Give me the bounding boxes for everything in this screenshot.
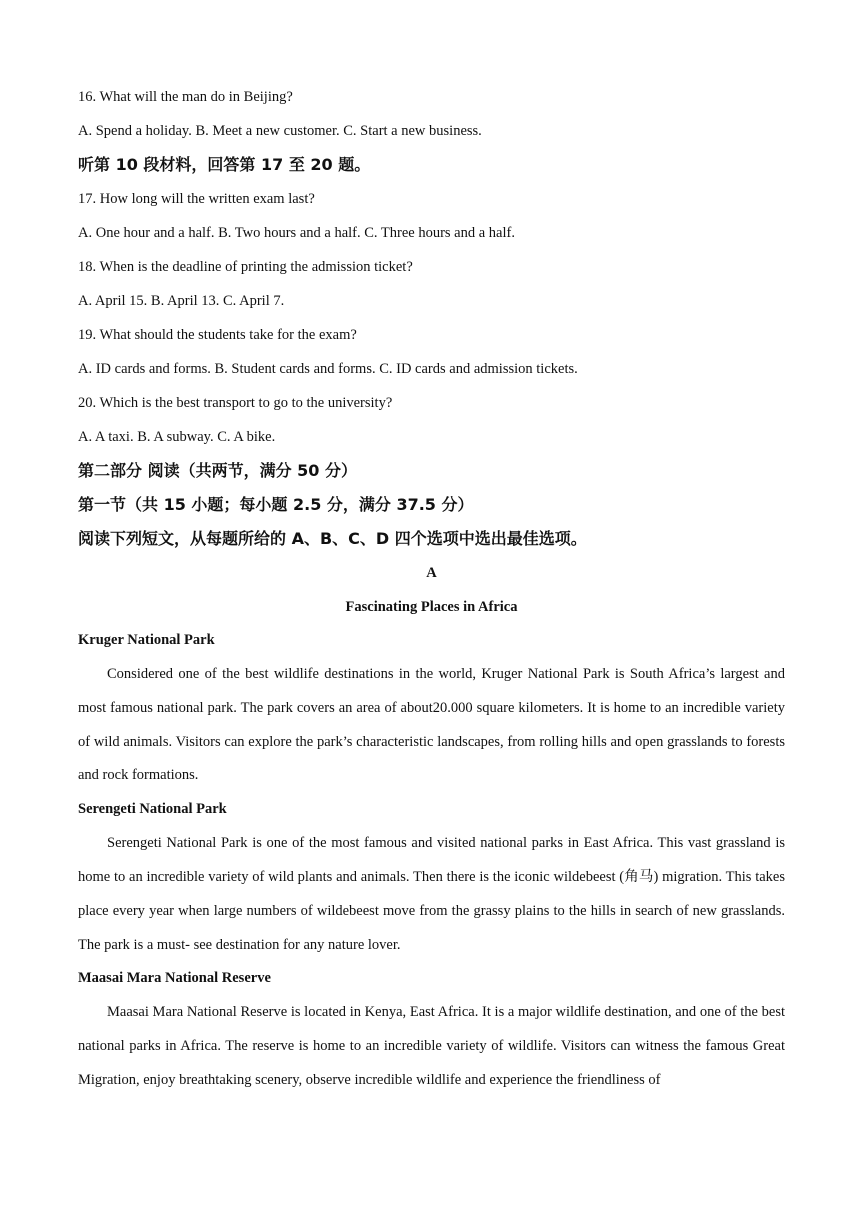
q18-options: A. April 15. B. April 13. C. April 7. [78, 293, 285, 309]
passage-title: Fascinating Places in Africa [345, 599, 518, 615]
q17-question: 17. How long will the written exam last? [78, 191, 315, 207]
q20-question: 20. Which is the best transport to go to the university? [78, 395, 393, 411]
reading-instruction: 阅读下列短文，从每题所给的 A、B、C、D 四个选项中选出最佳选项。 [78, 529, 587, 548]
section-heading-maasai-mara: Maasai Mara National Reserve [78, 970, 271, 987]
section10-instruction: 听第 10 段材料，回答第 17 至 20 题。 [78, 155, 371, 174]
document-page [78, 80, 785, 1098]
q17-options: A. One hour and a half. B. Two hours and a half. C. Three hours and a half. [78, 225, 515, 241]
section-heading-serengeti: Serengeti National Park [78, 801, 227, 818]
part2-title: 第二部分 阅读（共两节，满分 50 分） [78, 461, 357, 480]
q19-options: A. ID cards and forms. B. Student cards and forms. C. ID cards and admission tickets. [78, 361, 578, 377]
section-text-kruger: Considered one of the best wildlife destinations in the world, Kruger National Park is South Africa’s largest and most famous national park. The park covers an area of about20.000 square kilometers. It is home to an incredible variety of wild animals. Visitors can explore the park’s characteristic landscapes, from rolling hills and open grasslands to forests and rock formations. [78, 666, 785, 784]
q18-question: 18. When is the deadline of printing the admission ticket? [78, 259, 413, 275]
section-heading-kruger: Kruger National Park [78, 632, 215, 648]
q16-options: A. Spend a holiday. B. Meet a new customer. C. Start a new business. [78, 123, 482, 139]
section1-title: 第一节（共 15 小题；每小题 2.5 分，满分 37.5 分） [78, 495, 474, 514]
passage-letter: A [426, 565, 437, 581]
section-text-serengeti: Serengeti National Park is one of the most famous and visited national parks in East Africa. This vast grassland is home to an incredible variety of wild plants and animals. Then there is the iconic wildebeest (角马) migration. This takes place every year when large numbers of wildebeest move from the grassy plains to the hills in search of new grasslands. The park is a must- see destination for any nature lover. [78, 835, 785, 953]
q20-options: A. A taxi. B. A subway. C. A bike. [78, 429, 276, 445]
section-text-maasai-mara: Maasai Mara National Reserve is located in Kenya, East Africa. It is a major wildlife destination, and one of the best national parks in Africa. The reserve is home to an incredible variety of wildlife. Visitors can witness the famous Great Migration, enjoy breathtaking scenery, observe incredible wildlife and experience the friendliness of [78, 1004, 785, 1088]
q16-question: 16. What will the man do in Beijing? [78, 89, 293, 105]
q19-question: 19. What should the students take for the exam? [78, 327, 357, 343]
